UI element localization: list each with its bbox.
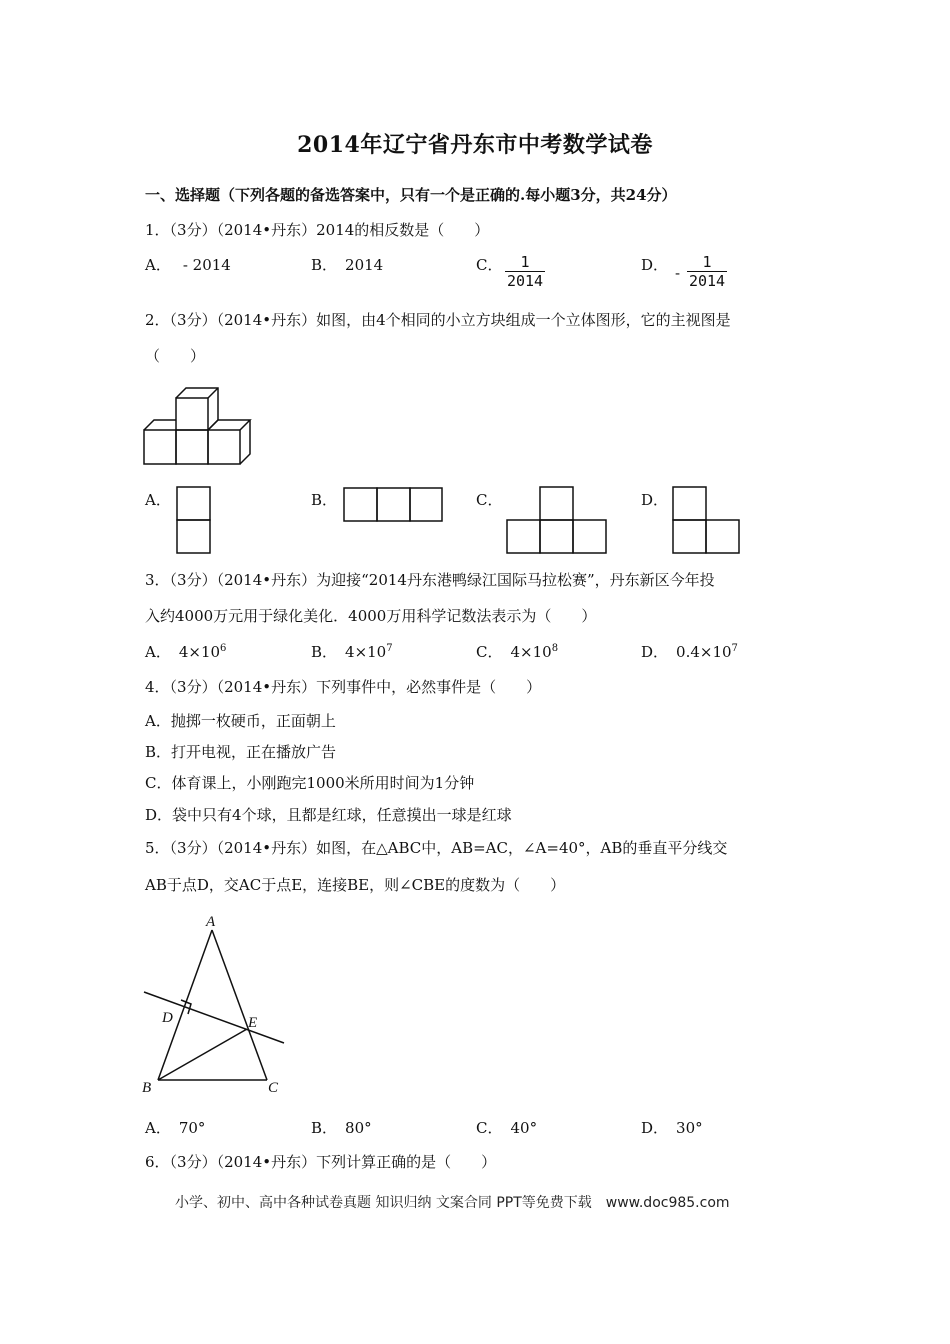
q3-stem-line2: 入约4000万元用于绿化美化．4000万用科学记数法表示为（ ） bbox=[145, 607, 597, 625]
q5-point-d: D bbox=[162, 1010, 173, 1026]
q2-option-b-label: B． bbox=[311, 491, 338, 509]
section-heading: 一、选择题（下列各题的备选答案中，只有一个是正确的.每小题3分，共24分） bbox=[145, 186, 677, 204]
q3-option-d: D． $0.4\times 10^7$ bbox=[641, 643, 738, 661]
q2-option-a-figure bbox=[176, 486, 212, 554]
q4-option-b: B．打开电视，正在播放广告 bbox=[145, 743, 337, 761]
q5-vertex-c: C bbox=[268, 1080, 279, 1096]
q2-option-c-figure bbox=[506, 486, 608, 554]
q1-option-d-label: D． bbox=[641, 256, 669, 274]
q5-option-a: A． 70° bbox=[145, 1119, 206, 1137]
q5-stem-line2: AB于点D，交AC于点E，连接BE，则∠CBE的度数为（ ） bbox=[145, 876, 566, 894]
q3-option-a: A． $4\times 10^6$ bbox=[145, 643, 227, 661]
q6-stem: 6．（3分）（2014•丹东）下列计算正确的是（ ） bbox=[145, 1153, 497, 1171]
q4-option-d: D．袋中只有4个球，且都是红球，任意摸出一球是红球 bbox=[145, 806, 512, 824]
q5-option-b: B． 80° bbox=[311, 1119, 372, 1137]
q2-option-a-label: A． bbox=[145, 491, 171, 509]
q3-option-c: C． $4\times 10^8$ bbox=[476, 643, 559, 661]
q1-option-b: B． 2014 bbox=[311, 256, 384, 274]
q4-option-a: A．抛掷一枚硬币，正面朝上 bbox=[145, 712, 336, 730]
q1-option-d-sign: - bbox=[675, 264, 681, 282]
q3-stem: 3．（3分）（2014•丹东）为迎接“2014丹东港鸭绿江国际马拉松赛”，丹东新区今年投 bbox=[145, 571, 715, 589]
q1-option-c-fraction: 1 2014 bbox=[506, 253, 544, 290]
q5-vertex-a: A bbox=[206, 914, 216, 930]
q5-vertex-b: B bbox=[142, 1080, 152, 1096]
q3-option-b: B． $4\times 10^7$ bbox=[311, 643, 393, 661]
q1-stem: 1．（3分）（2014•丹东）2014的相反数是（ ） bbox=[145, 221, 490, 239]
q2-stem-bracket: （ ） bbox=[145, 347, 206, 365]
page-title: 2014年辽宁省丹东市中考数学试卷 bbox=[297, 132, 653, 158]
q2-option-c-label: C． bbox=[476, 491, 503, 509]
q5-option-c: C． 40° bbox=[476, 1119, 538, 1137]
q5-point-e: E bbox=[248, 1015, 258, 1031]
q5-triangle-figure bbox=[140, 910, 290, 1095]
q2-option-d-label: D． bbox=[641, 491, 669, 509]
q5-stem: 5．（3分）（2014•丹东）如图，在△ABC中，AB=AC，∠A=40°，AB的垂直平分线交 bbox=[145, 839, 728, 857]
page-footer: 小学、初中、高中各种试卷真题 知识归纳 文案合同 PPT等免费下载 www.doc985.com bbox=[175, 1195, 730, 1211]
q4-option-c: C．体育课上，小刚跑完1000米所用时间为1分钟 bbox=[145, 774, 475, 792]
q2-stem: 2．（3分）（2014•丹东）如图，由4个相同的小立方块组成一个立体图形，它的主视图是 bbox=[145, 311, 731, 329]
q4-stem: 4．（3分）（2014•丹东）下列事件中，必然事件是（ ） bbox=[145, 678, 542, 696]
q5-option-d: D． 30° bbox=[641, 1119, 703, 1137]
q2-cube-figure bbox=[140, 382, 260, 472]
q2-option-d-figure bbox=[672, 486, 742, 554]
q1-option-a: A． - 2014 bbox=[145, 256, 231, 274]
q1-option-d-fraction: 1 2014 bbox=[688, 253, 726, 290]
q1-option-c-label: C． bbox=[476, 256, 503, 274]
q2-option-b-figure bbox=[343, 487, 443, 523]
